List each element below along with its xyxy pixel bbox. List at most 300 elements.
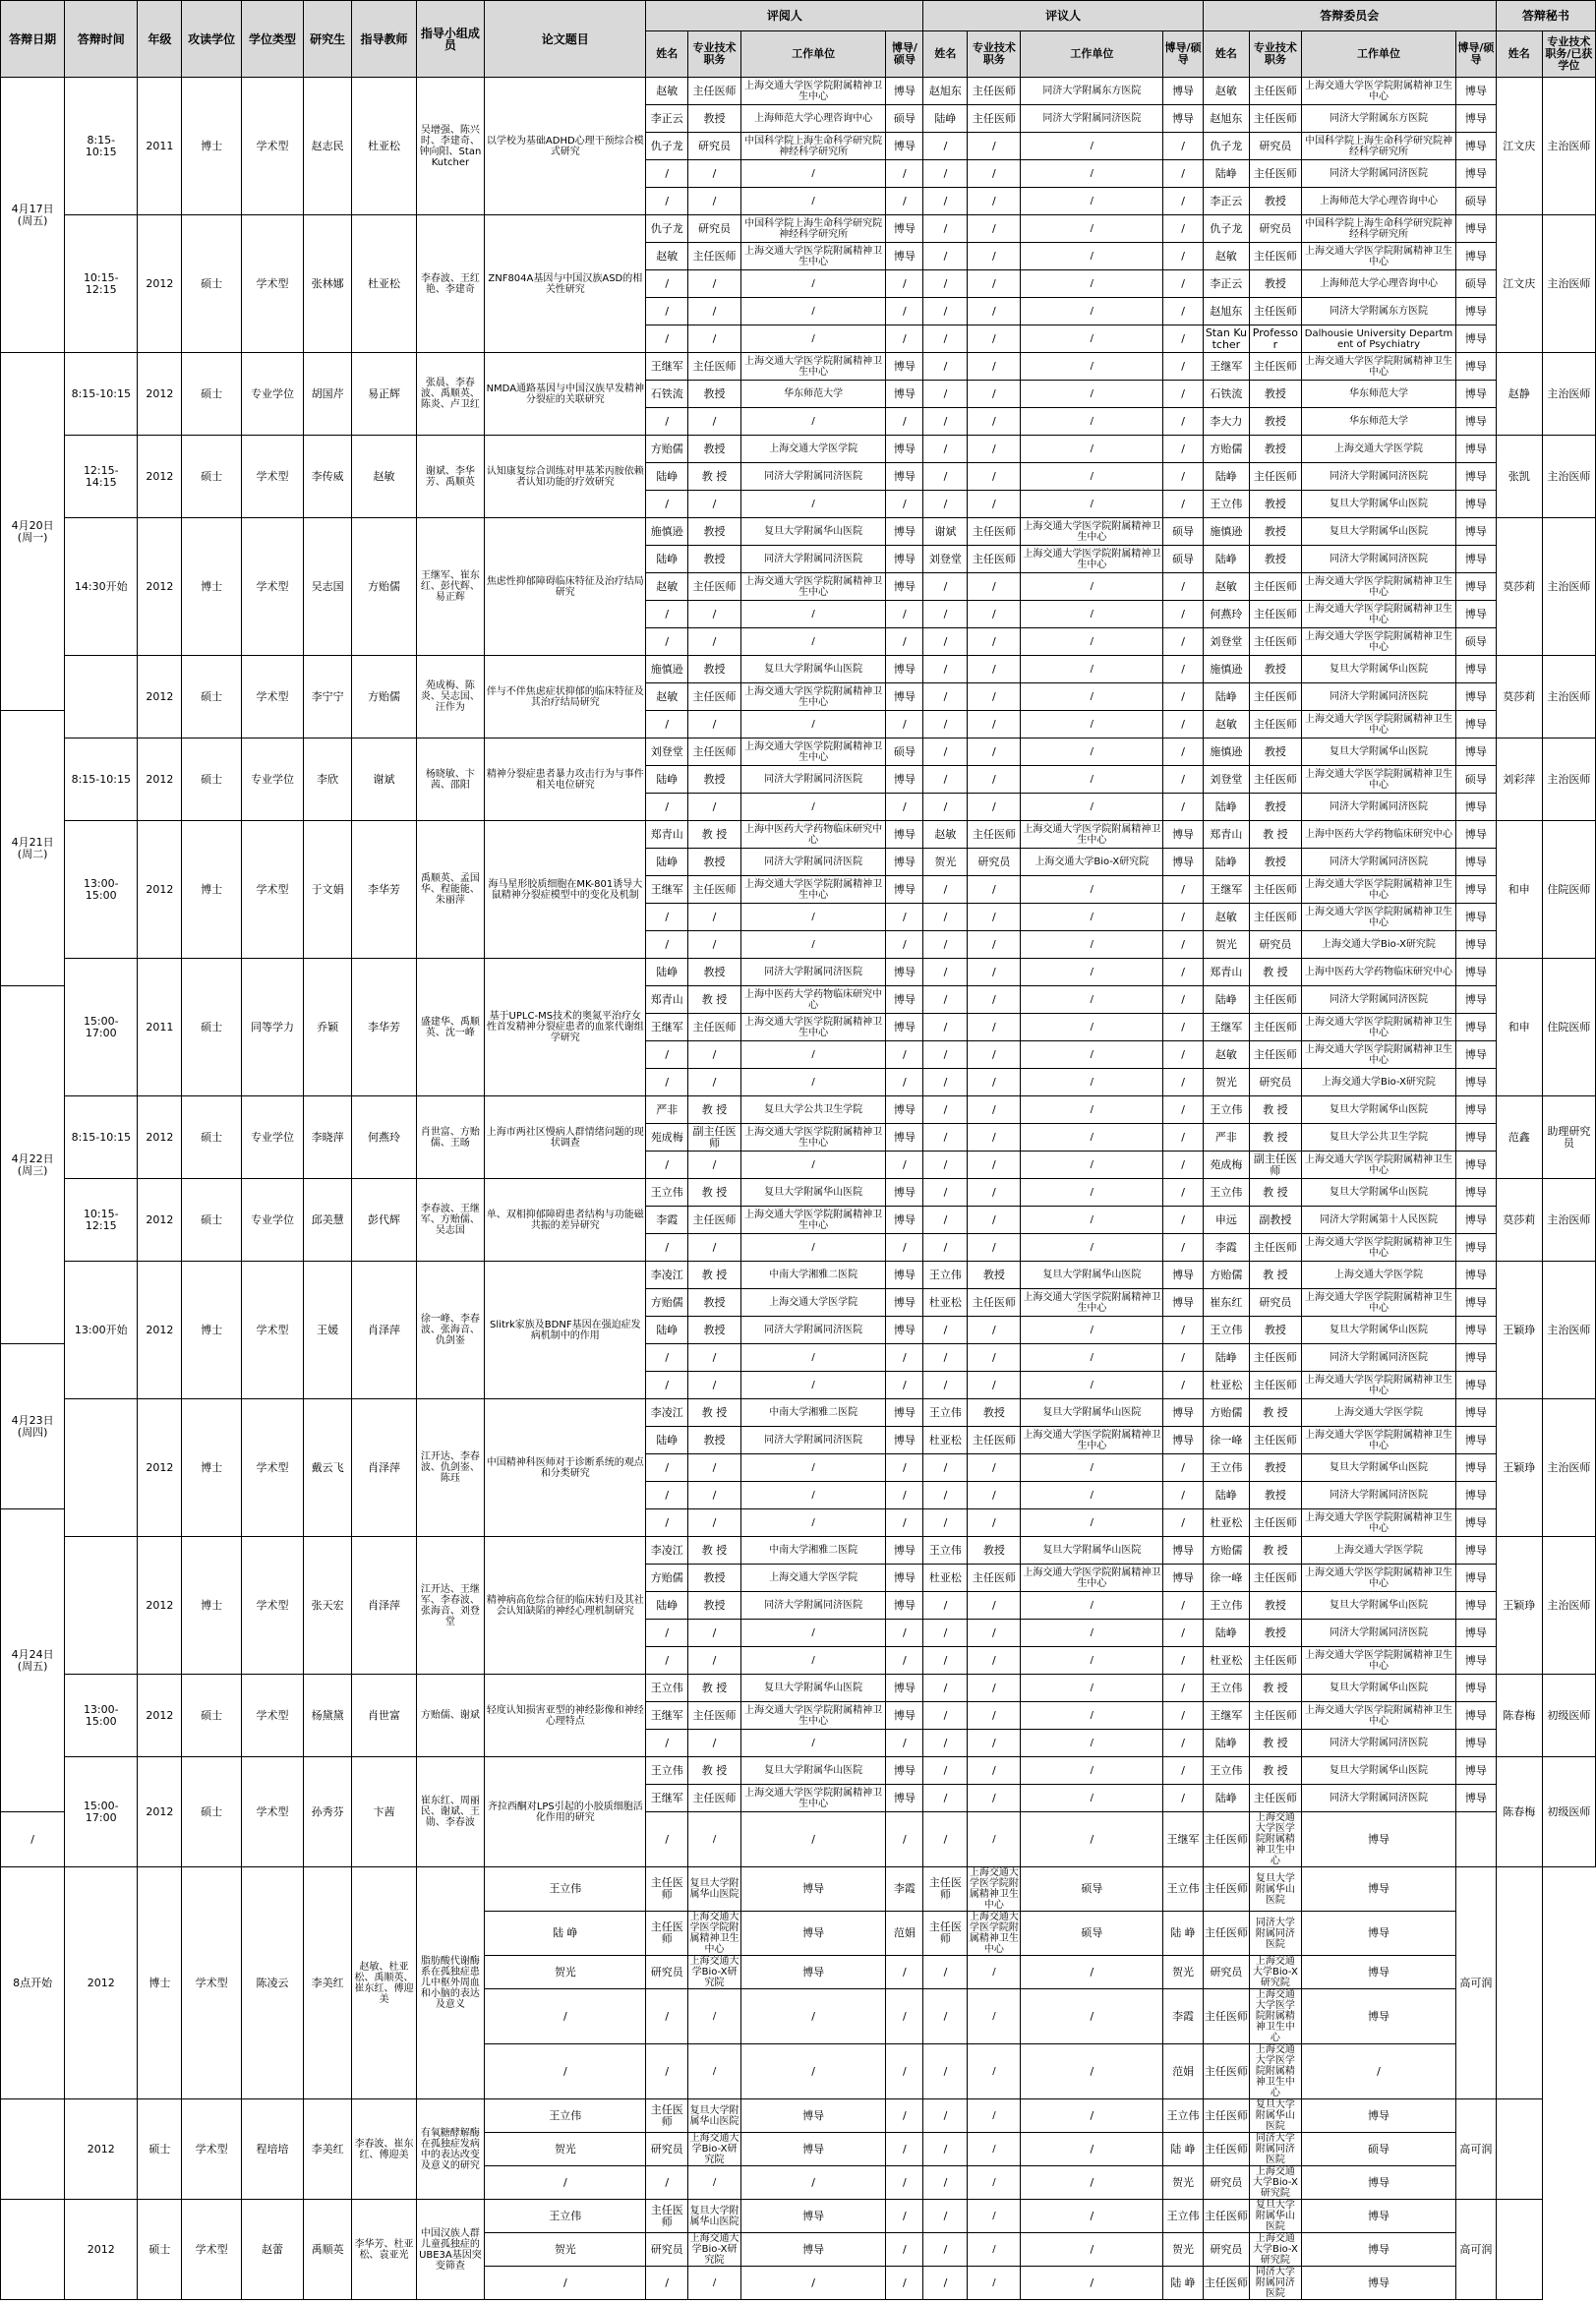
- com-rank: 教授: [1250, 546, 1302, 573]
- degree-cell: 博士: [182, 821, 242, 959]
- com-name: 王立伟: [1163, 1867, 1203, 1912]
- col-reviewer: 评阅人: [646, 1, 923, 31]
- eva-name: /: [923, 353, 968, 381]
- eva-tutor: /: [1163, 1014, 1203, 1041]
- rev-unit: /: [741, 160, 886, 188]
- eva-tutor: /: [1163, 133, 1203, 160]
- student-cell: 李传威: [303, 436, 351, 518]
- secretary-name: 和申: [1496, 821, 1542, 959]
- rev-rank: 教 授: [688, 1096, 741, 1124]
- secretary-rank: 主治医师: [1542, 656, 1595, 738]
- eva-tutor: /: [1163, 711, 1203, 738]
- rev-name: 仇子龙: [646, 215, 688, 243]
- eva-tutor: /: [1163, 1730, 1203, 1757]
- rev-unit: 同济大学附属同济医院: [741, 463, 886, 491]
- rev-tutor: 博导: [741, 2099, 886, 2133]
- com-name: 赵敏: [1203, 243, 1249, 270]
- type-cell: 学术型: [242, 1262, 304, 1399]
- rev-name: /: [1, 1812, 65, 1867]
- student-cell: 戴云飞: [303, 1399, 351, 1537]
- eva-name: 杜亚松: [923, 1427, 968, 1454]
- com-tutor: 博导: [1456, 160, 1496, 188]
- com-tutor: 博导: [1456, 325, 1496, 353]
- type-cell: 学术型: [242, 1757, 304, 1867]
- com-rank: 研究员: [1250, 1069, 1302, 1096]
- eva-name: 王立伟: [923, 1262, 968, 1289]
- rev-tutor: /: [741, 2044, 886, 2099]
- rev-name: 仇子龙: [646, 133, 688, 160]
- eva-rank: 主任医师: [968, 78, 1021, 105]
- eva-name: /: [923, 491, 968, 518]
- rev-unit: /: [741, 270, 886, 298]
- com-name: 陆峥: [1203, 1344, 1249, 1372]
- eva-tutor: /: [1163, 1454, 1203, 1482]
- com-rank: 主任医师: [1250, 1041, 1302, 1069]
- supervisor-cell: 何燕玲: [352, 1096, 416, 1179]
- supervisor-cell: 肖泽萍: [352, 1399, 416, 1537]
- com-tutor: 博导: [1301, 1989, 1455, 2044]
- title-cell: NMDA通路基因与中国汉族早发精神分裂症的关联研究: [485, 353, 646, 436]
- eva-rank: 教授: [968, 1399, 1021, 1427]
- com-unit: 上海交通大学医学院附属精神卫生中心: [1301, 711, 1455, 738]
- subheader-unit: 工作单位: [1301, 31, 1455, 78]
- title-cell: 脂肪酸代谢酶系在孤独症患儿中枢外周血和小脑的表达及意义: [416, 1867, 485, 2099]
- rev-name: 李凌江: [646, 1537, 688, 1565]
- time-cell: [65, 656, 138, 738]
- com-tutor: 博导: [1456, 1344, 1496, 1372]
- com-name: 陆峥: [1203, 546, 1249, 573]
- com-name: 陆峥: [1203, 683, 1249, 711]
- grade-cell: 2012: [138, 215, 182, 353]
- rev-name: 赵敏: [646, 573, 688, 601]
- com-name: 王立伟: [1203, 491, 1249, 518]
- eva-rank: /: [923, 2099, 968, 2133]
- com-name: 徐一峰: [1203, 1565, 1249, 1592]
- rev-unit: /: [741, 794, 886, 821]
- rev-tutor: /: [886, 711, 923, 738]
- time-cell: [65, 1399, 138, 1537]
- com-rank: 主任医师: [1250, 1014, 1302, 1041]
- rev-rank: /: [688, 491, 741, 518]
- eva-rank: /: [968, 243, 1021, 270]
- com-tutor: 博导: [1301, 2099, 1455, 2133]
- com-name: 贺光: [1203, 1069, 1249, 1096]
- rev-tutor: 博导: [886, 463, 923, 491]
- com-unit: 上海交通大学医学院附属精神卫生中心: [1301, 1702, 1455, 1730]
- rev-rank: 研究员: [646, 2233, 688, 2267]
- rev-name: 王立伟: [646, 1757, 688, 1785]
- com-name: 崔东红: [1203, 1289, 1249, 1317]
- com-tutor: 博导: [1456, 656, 1496, 683]
- com-name: 杜亚松: [1203, 1372, 1249, 1399]
- rev-tutor: 博导: [886, 1262, 923, 1289]
- rev-tutor: /: [886, 628, 923, 656]
- title-cell: 焦虑性抑郁障碍临床特征及治疗结局研究: [485, 518, 646, 656]
- eva-name: /: [923, 1620, 968, 1647]
- rev-unit: 中国科学院上海生命科学研究院神经科学研究所: [741, 133, 886, 160]
- com-tutor: 博导: [1456, 1730, 1496, 1757]
- eva-name: /: [923, 1482, 968, 1509]
- eva-name: /: [923, 959, 968, 986]
- com-unit: 上海交通大学Bio-X研究院: [1250, 1956, 1302, 1989]
- com-name: 方贻儒: [1203, 1537, 1249, 1565]
- rev-unit: /: [741, 1509, 886, 1537]
- subheader-rank: 专业技术职务: [968, 31, 1021, 78]
- eva-rank: /: [968, 1454, 1021, 1482]
- eva-rank: /: [968, 711, 1021, 738]
- table-row: [1, 1757, 1596, 1785]
- com-rank: 主任医师: [1203, 1912, 1249, 1956]
- eva-tutor: /: [1163, 656, 1203, 683]
- eva-tutor: /: [1163, 1234, 1203, 1262]
- com-name: 李霞: [1163, 1989, 1203, 2044]
- com-rank: 教授: [1250, 794, 1302, 821]
- eva-rank: /: [968, 1620, 1021, 1647]
- table-row: [1, 1096, 1596, 1124]
- eva-rank: /: [968, 1592, 1021, 1620]
- com-unit: 同济大学附属东方医院: [1301, 298, 1455, 325]
- com-rank: 教授: [1250, 1592, 1302, 1620]
- type-cell: 学术型: [182, 2200, 242, 2300]
- rev-tutor: /: [886, 270, 923, 298]
- rev-rank: 教 授: [688, 1399, 741, 1427]
- eva-rank: 主任医师: [968, 518, 1021, 546]
- com-tutor: 硕导: [1301, 2133, 1455, 2166]
- com-name: 赵旭东: [1203, 105, 1249, 133]
- com-unit: 上海交通大学Bio-X研究院: [1250, 2233, 1302, 2267]
- com-rank: 教授: [1250, 738, 1302, 766]
- eva-unit: 上海交通大学医学院附属精神卫生中心: [1021, 821, 1163, 849]
- time-cell: 13:00- 15:00: [65, 1675, 138, 1757]
- eva-tutor: /: [1163, 683, 1203, 711]
- table-row: [1, 821, 1596, 849]
- com-rank: 主任医师: [1250, 986, 1302, 1014]
- student-cell: 乔颖: [303, 959, 351, 1096]
- rev-unit: /: [688, 1812, 741, 1867]
- grade-cell: 2012: [138, 353, 182, 436]
- com-tutor: 博导: [1456, 1592, 1496, 1620]
- eva-unit: 复旦大学附属华山医院: [1021, 1399, 1163, 1427]
- eva-name: /: [923, 133, 968, 160]
- time-cell: 10:15- 12:15: [65, 1179, 138, 1262]
- eva-name: /: [886, 2267, 923, 2300]
- eva-tutor: /: [1021, 2166, 1163, 2200]
- eva-rank: /: [968, 601, 1021, 628]
- com-unit: 复旦大学附属华山医院: [1301, 656, 1455, 683]
- eva-rank: /: [968, 904, 1021, 931]
- rev-tutor: 博导: [741, 1867, 886, 1912]
- rev-unit: 上海交通大学医学院附属精神卫生中心: [741, 1207, 886, 1234]
- eva-tutor: /: [1163, 1620, 1203, 1647]
- rev-rank: /: [688, 794, 741, 821]
- rev-name: /: [646, 1041, 688, 1069]
- eva-rank: /: [968, 1207, 1021, 1234]
- eva-rank: /: [968, 986, 1021, 1014]
- eva-name: /: [923, 1234, 968, 1262]
- eva-name: /: [923, 601, 968, 628]
- eva-unit: 上海交通大学医学院附属精神卫生中心: [1021, 518, 1163, 546]
- rev-unit: /: [688, 2044, 741, 2099]
- rev-rank: 主任医师: [688, 573, 741, 601]
- title-cell: 海马星形胶质细胞在MK-801诱导大鼠精神分裂症模型中的变化及机制: [485, 821, 646, 959]
- rev-tutor: 博导: [886, 821, 923, 849]
- com-rank: 主任医师: [1250, 243, 1302, 270]
- com-name: 李大力: [1203, 408, 1249, 436]
- student-cell: 李宁宁: [303, 656, 351, 738]
- com-rank: 教授: [1250, 381, 1302, 408]
- com-tutor: 博导: [1456, 381, 1496, 408]
- com-unit: 上海交通大学医学院附属精神卫生中心: [1301, 628, 1455, 656]
- rev-rank: /: [688, 1482, 741, 1509]
- eva-unit: /: [968, 2166, 1021, 2200]
- rev-tutor: 博导: [886, 1096, 923, 1124]
- eva-name: /: [923, 188, 968, 215]
- eva-tutor: /: [1163, 601, 1203, 628]
- group-cell: 张晨、李春波、禹顺英、陈炎、卢卫红: [416, 353, 485, 436]
- rev-rank: 教 授: [688, 1675, 741, 1702]
- com-unit: 上海交通大学Bio-X研究院: [1301, 931, 1455, 959]
- com-rank: 主任医师: [1250, 1565, 1302, 1592]
- com-tutor: 硕导: [1456, 766, 1496, 794]
- date-cell: 4月17日 (周五): [1, 78, 65, 353]
- eva-unit: /: [1021, 325, 1163, 353]
- rev-rank: /: [688, 298, 741, 325]
- rev-tutor: 博导: [886, 243, 923, 270]
- eva-name: /: [923, 1675, 968, 1702]
- com-rank: 主任医师: [1250, 1427, 1302, 1454]
- rev-name: /: [646, 711, 688, 738]
- eva-unit: /: [1021, 1372, 1163, 1399]
- secretary-name: 张凯: [1496, 436, 1542, 518]
- eva-rank: /: [923, 2166, 968, 2200]
- com-name: 贺光: [1163, 2233, 1203, 2267]
- eva-unit: /: [1021, 491, 1163, 518]
- date-cell: 4月22日 (周三): [1, 986, 65, 1344]
- rev-tutor: 博导: [886, 215, 923, 243]
- rev-unit: 复旦大学附属华山医院: [741, 518, 886, 546]
- time-cell: 8:15-10:15: [65, 738, 138, 821]
- eva-rank: /: [968, 656, 1021, 683]
- degree-cell: 博士: [182, 518, 242, 656]
- subheader-name: 姓名: [923, 31, 968, 78]
- title-cell: 精神病高危综合征的临床转归及其社会认知缺陷的神经心理机制研究: [485, 1537, 646, 1675]
- eva-name: 赵敏: [923, 821, 968, 849]
- rev-rank: /: [688, 1454, 741, 1482]
- com-rank: 研究员: [1250, 1289, 1302, 1317]
- eva-tutor: 硕导: [1021, 1867, 1163, 1912]
- com-unit: 上海交通大学医学院附属精神卫生中心: [1301, 766, 1455, 794]
- rev-unit: /: [741, 628, 886, 656]
- com-rank: 教授: [1250, 1454, 1302, 1482]
- rev-tutor: /: [886, 188, 923, 215]
- degree-cell: 博士: [182, 78, 242, 215]
- com-rank: 教 授: [1250, 1757, 1302, 1785]
- eva-rank: /: [968, 1730, 1021, 1757]
- com-unit: 同济大学附属同济医院: [1301, 463, 1455, 491]
- time-cell: 8点开始: [1, 1867, 65, 2099]
- com-unit: 复旦大学公共卫生学院: [1301, 1124, 1455, 1152]
- grade-cell: 2012: [138, 518, 182, 656]
- col-secretary: 答辩秘书: [1496, 1, 1595, 31]
- com-name: 王立伟: [1203, 1096, 1249, 1124]
- rev-name: /: [485, 2267, 646, 2300]
- eva-tutor: 硕导: [1021, 1912, 1163, 1956]
- rev-tutor: 博导: [886, 1317, 923, 1344]
- com-tutor: 博导: [1456, 1454, 1496, 1482]
- eva-tutor: /: [1163, 628, 1203, 656]
- secretary-name: 刘彩萍: [1496, 738, 1542, 821]
- student-cell: 胡国芹: [303, 353, 351, 436]
- com-name: 徐一峰: [1203, 1427, 1249, 1454]
- supervisor-cell: 肖泽萍: [352, 1537, 416, 1675]
- com-tutor: 博导: [1456, 1757, 1496, 1785]
- com-name: 杜亚松: [1203, 1647, 1249, 1675]
- rev-tutor: 博导: [886, 656, 923, 683]
- eva-rank: /: [968, 1041, 1021, 1069]
- eva-rank: /: [923, 2133, 968, 2166]
- eva-name: /: [923, 1124, 968, 1152]
- eva-name: /: [923, 215, 968, 243]
- com-name: 陆峥: [1203, 1620, 1249, 1647]
- eva-tutor: 硕导: [1163, 518, 1203, 546]
- rev-rank: 教 授: [688, 986, 741, 1014]
- eva-rank: /: [968, 1317, 1021, 1344]
- eva-tutor: /: [1163, 794, 1203, 821]
- rev-tutor: 博导: [886, 1124, 923, 1152]
- com-tutor: 博导: [1456, 1234, 1496, 1262]
- group-cell: 崔东红、周丽民、谢斌、王勋、李春波: [416, 1757, 485, 1867]
- eva-name: /: [923, 1757, 968, 1785]
- rev-unit: 中南大学湘雅二医院: [741, 1537, 886, 1565]
- eva-name: /: [923, 1014, 968, 1041]
- com-rank: 教授: [1250, 656, 1302, 683]
- rev-name: 赵敏: [646, 78, 688, 105]
- eva-rank: /: [923, 1956, 968, 1989]
- type-cell: 专业学位: [242, 1096, 304, 1179]
- rev-name: /: [646, 188, 688, 215]
- time-cell: [65, 1537, 138, 1675]
- table-row: [1, 1179, 1596, 1207]
- com-tutor: 博导: [1456, 518, 1496, 546]
- eva-unit: /: [1021, 133, 1163, 160]
- eva-rank: 主任医师: [968, 105, 1021, 133]
- eva-unit: /: [1021, 1702, 1163, 1730]
- eva-tutor: /: [1021, 2233, 1163, 2267]
- eva-unit: /: [968, 2200, 1021, 2233]
- table-row: [1, 2099, 1596, 2133]
- rev-name: /: [646, 931, 688, 959]
- rev-name: 王继军: [646, 876, 688, 904]
- com-unit: 复旦大学附属华山医院: [1250, 2099, 1302, 2133]
- com-tutor: 博导: [1456, 133, 1496, 160]
- com-name: 仇子龙: [1203, 133, 1249, 160]
- rev-unit: 上海交通大学医学院附属精神卫生中心: [741, 1124, 886, 1152]
- rev-name: 王立伟: [485, 1867, 646, 1912]
- rev-tutor: /: [886, 325, 923, 353]
- type-cell: 学术型: [242, 215, 304, 353]
- eva-unit: /: [1021, 160, 1163, 188]
- com-name: 方贻儒: [1203, 1399, 1249, 1427]
- rev-tutor: /: [886, 1234, 923, 1262]
- rev-rank: /: [688, 1234, 741, 1262]
- com-tutor: 博导: [1456, 215, 1496, 243]
- rev-rank: 研究员: [688, 133, 741, 160]
- rev-rank: /: [688, 160, 741, 188]
- eva-name: /: [923, 243, 968, 270]
- rev-rank: 主任医师: [646, 2099, 688, 2133]
- com-tutor: 硕导: [1456, 188, 1496, 215]
- rev-name: 王立伟: [485, 2099, 646, 2133]
- eva-name: /: [923, 1372, 968, 1399]
- eva-rank: /: [968, 959, 1021, 986]
- group-cell: 赵敏、杜亚松、禹顺英、崔东红、傅迎美: [352, 1867, 416, 2099]
- rev-name: /: [646, 601, 688, 628]
- com-rank: 主任医师: [1250, 1344, 1302, 1372]
- com-unit: 同济大学附属同济医院: [1301, 1730, 1455, 1757]
- com-rank: 主任医师: [1203, 2267, 1249, 2300]
- table-row: [1, 1675, 1596, 1702]
- com-tutor: 博导: [1456, 463, 1496, 491]
- grade-cell: 2012: [138, 1537, 182, 1675]
- eva-unit: 上海交通大学医学院附属精神卫生中心: [969, 1912, 1019, 1955]
- com-rank: 教授: [1250, 436, 1302, 463]
- table-row: [1, 656, 1596, 683]
- com-rank: 主任医师: [1250, 904, 1302, 931]
- rev-unit: 上海交通大学医学院: [741, 436, 886, 463]
- rev-rank: 教 授: [688, 1757, 741, 1785]
- com-rank: 教授: [1250, 491, 1302, 518]
- com-tutor: 博导: [1456, 1565, 1496, 1592]
- com-rank: 主任医师: [1250, 1647, 1302, 1675]
- eva-tutor: 博导: [1163, 1262, 1203, 1289]
- com-name: 范娟: [1163, 2044, 1203, 2099]
- rev-name: /: [646, 628, 688, 656]
- time-cell: 8:15-10:15: [65, 1096, 138, 1179]
- date-cell: 4月24日 (周五): [1, 1509, 65, 1812]
- com-rank: 主任医师: [1203, 1812, 1249, 1867]
- rev-name: /: [646, 298, 688, 325]
- rev-name: 王立伟: [646, 1675, 688, 1702]
- rev-unit: 复旦大学附属华山医院: [741, 1757, 886, 1785]
- rev-tutor: /: [886, 1152, 923, 1179]
- eva-rank: /: [923, 1989, 968, 2044]
- supervisor-cell: 杜亚松: [352, 78, 416, 215]
- supervisor-cell: 彭代辉: [352, 1179, 416, 1262]
- eva-tutor: /: [1021, 1989, 1163, 2044]
- com-tutor: 博导: [1456, 1620, 1496, 1647]
- eva-tutor: /: [1021, 2267, 1163, 2300]
- com-name: 王立伟: [1203, 1675, 1249, 1702]
- com-unit: 同济大学附属同济医院: [1301, 1482, 1455, 1509]
- rev-tutor: /: [886, 1069, 923, 1096]
- rev-rank: 教授: [688, 1427, 741, 1454]
- com-rank: 教授: [1250, 408, 1302, 436]
- eva-rank: /: [968, 876, 1021, 904]
- rev-tutor: 博导: [886, 1427, 923, 1454]
- eva-rank: /: [968, 794, 1021, 821]
- com-unit: 上海交通大学医学院附属精神卫生中心: [1301, 78, 1455, 105]
- eva-rank: /: [968, 931, 1021, 959]
- secretary-name: 陈春梅: [1496, 1757, 1542, 1867]
- rev-rank: 教 授: [688, 1537, 741, 1565]
- com-unit: 上海交通大学医学院附属精神卫生中心: [1301, 1427, 1455, 1454]
- eva-tutor: /: [1163, 1096, 1203, 1124]
- eva-unit: /: [1021, 1344, 1163, 1372]
- eva-unit: /: [968, 1989, 1021, 2044]
- rev-unit: 中国科学院上海生命科学研究院神经科学研究所: [741, 215, 886, 243]
- eva-tutor: /: [1163, 1757, 1203, 1785]
- rev-name: /: [646, 1482, 688, 1509]
